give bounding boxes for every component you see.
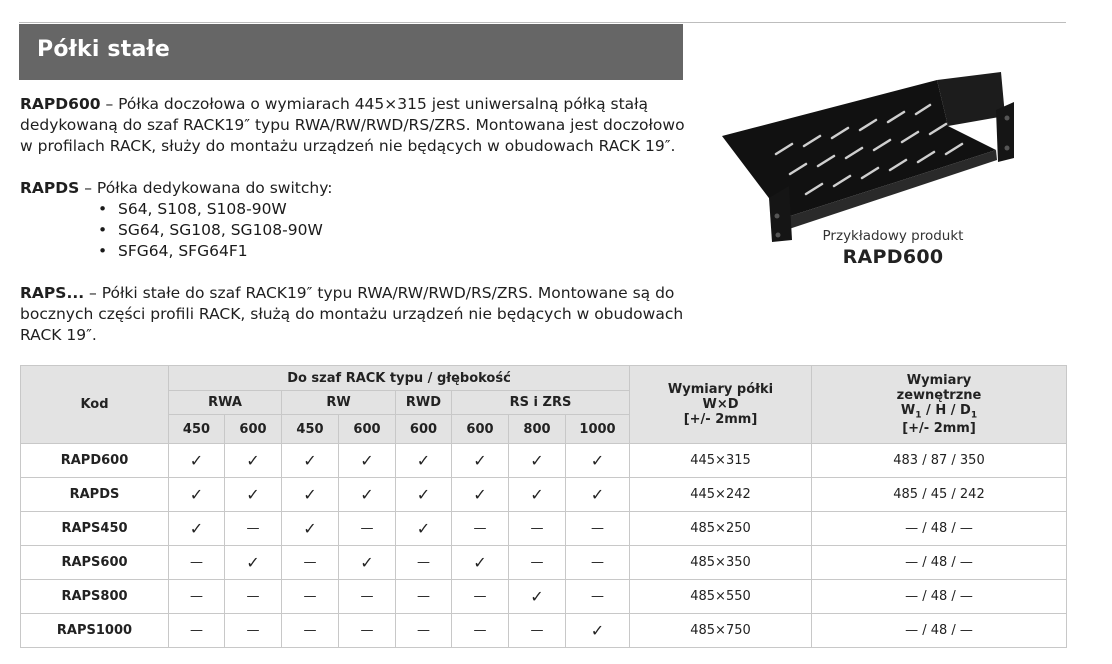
row-dims: 485×250	[630, 512, 812, 546]
check-icon: ✓	[396, 512, 452, 546]
header-group-rwa: RWA	[169, 391, 282, 415]
header-ext-line3: $W_1$ / H / $D_1$	[900, 403, 978, 421]
dash-icon: —	[225, 580, 282, 614]
dash-icon: —	[509, 546, 566, 580]
product-caption: Przykładowy produkt	[822, 228, 964, 244]
header-depth: 600	[339, 415, 396, 444]
section-title: Półki stałe	[37, 37, 170, 62]
header-depth: 600	[396, 415, 452, 444]
header-ext-line1: Wymiary	[906, 373, 972, 389]
table-row	[21, 580, 1067, 614]
check-icon: ✓	[339, 444, 396, 478]
row-code: RAPS1000	[21, 614, 169, 648]
dash-icon: —	[396, 546, 452, 580]
header-ext-line4: [+/- 2mm]	[902, 420, 976, 436]
row-code: RAPS600	[21, 546, 169, 580]
table-row	[21, 546, 1067, 580]
dash-icon: —	[396, 580, 452, 614]
check-icon: ✓	[509, 478, 566, 512]
raps-code: RAPS...	[20, 284, 85, 302]
row-code: RAPD600	[21, 444, 169, 478]
check-icon: ✓	[396, 478, 452, 512]
table-row	[21, 444, 1067, 478]
check-icon: ✓	[225, 444, 282, 478]
product-image	[714, 70, 1014, 246]
dash-icon: —	[452, 512, 509, 546]
check-icon: ✓	[282, 444, 339, 478]
shelf-right-bracket	[996, 102, 1014, 162]
rapds-text: – Półka dedykowana do switchy:	[79, 179, 333, 197]
header-ext-dims	[812, 366, 1067, 444]
header-depth: 600	[452, 415, 509, 444]
row-ext-dims: — / 48 / —	[812, 614, 1067, 648]
row-dims: 485×550	[630, 580, 812, 614]
rapds-code: RAPDS	[20, 179, 80, 197]
check-icon: ✓	[566, 478, 630, 512]
header-group-title: Do szaf RACK typu / głębokość	[169, 366, 630, 391]
raps-description	[20, 283, 690, 346]
dash-icon: —	[282, 614, 339, 648]
bullet-icon: •	[98, 242, 108, 260]
dash-icon: —	[339, 580, 396, 614]
row-code: RAPDS	[21, 478, 169, 512]
header-dims-line3: [+/- 2mm]	[683, 412, 758, 427]
check-icon: ✓	[282, 512, 339, 546]
row-code: RAPS450	[21, 512, 169, 546]
dash-icon: —	[566, 580, 630, 614]
dash-icon: —	[169, 546, 225, 580]
dash-icon: —	[225, 614, 282, 648]
dash-icon: —	[282, 546, 339, 580]
header-depth: 450	[169, 415, 225, 444]
row-ext-dims: 485 / 45 / 242	[812, 478, 1067, 512]
rapd600-text: – Półka doczołowa o wymiarach 445×315 jest uniwersalną półką stałą dedykowaną do szaf RACK19″ typu RWA/RW/RWD/RS/ZRS. Montowana jest doczołowo w profilach RACK, służy do montażu urządzeń nie będących w obudowach RACK 19″.	[20, 95, 685, 155]
row-ext-dims: — / 48 / —	[812, 580, 1067, 614]
row-ext-dims: — / 48 / —	[812, 546, 1067, 580]
check-icon: ✓	[169, 444, 225, 478]
header-depth: 600	[225, 415, 282, 444]
list-item	[98, 220, 323, 241]
table-row	[21, 614, 1067, 648]
shelf-back-flange	[937, 72, 1005, 126]
check-icon: ✓	[169, 478, 225, 512]
specification-table	[20, 365, 1067, 648]
bullet-icon: •	[98, 200, 108, 218]
dash-icon: —	[509, 614, 566, 648]
check-icon: ✓	[396, 444, 452, 478]
switch-models: SG64, SG108, SG108-90W	[118, 221, 323, 239]
rapds-description	[20, 178, 520, 199]
header-group-rwd: RWD	[396, 391, 452, 415]
dash-icon: —	[566, 546, 630, 580]
header-dims	[630, 366, 812, 444]
header-depth: 450	[282, 415, 339, 444]
switch-models: S64, S108, S108-90W	[118, 200, 287, 218]
switch-models: SFG64, SFG64F1	[118, 242, 248, 260]
check-icon: ✓	[225, 546, 282, 580]
dash-icon: —	[169, 614, 225, 648]
dash-icon: —	[339, 512, 396, 546]
bullet-icon: •	[98, 221, 108, 239]
dash-icon: —	[339, 614, 396, 648]
raps-text: – Półki stałe do szaf RACK19″ typu RWA/RW/RWD/RS/ZRS. Montowane są do bocznych części profili RACK, służą do montażu urządzeń nie będących w obudowach RACK 19″.	[20, 284, 684, 344]
check-icon: ✓	[282, 478, 339, 512]
header-group-rw: RW	[282, 391, 396, 415]
row-ext-dims: — / 48 / —	[812, 512, 1067, 546]
dash-icon: —	[566, 512, 630, 546]
check-icon: ✓	[452, 546, 509, 580]
header-dims-line2: W×D	[702, 397, 739, 412]
product-code: RAPD600	[842, 246, 944, 268]
check-icon: ✓	[339, 478, 396, 512]
rapd600-code: RAPD600	[20, 95, 101, 113]
rapd600-description	[20, 94, 690, 157]
dash-icon: —	[282, 580, 339, 614]
top-rule	[19, 22, 1066, 23]
check-icon: ✓	[452, 444, 509, 478]
table-body	[21, 444, 1067, 648]
check-icon: ✓	[509, 444, 566, 478]
switch-list	[98, 199, 323, 262]
dash-icon: —	[452, 580, 509, 614]
check-icon: ✓	[566, 444, 630, 478]
header-group-rs-zrs: RS i ZRS	[452, 391, 630, 415]
row-dims: 445×315	[630, 444, 812, 478]
header-ext-line2: zewnętrzne	[896, 388, 982, 404]
list-item	[98, 241, 323, 262]
row-code: RAPS800	[21, 580, 169, 614]
section-header	[19, 24, 683, 80]
list-item	[98, 199, 323, 220]
check-icon: ✓	[225, 478, 282, 512]
dash-icon: —	[169, 580, 225, 614]
row-dims: 445×242	[630, 478, 812, 512]
header-dims-line1: Wymiary półki	[667, 382, 774, 397]
dash-icon: —	[452, 614, 509, 648]
table-row	[21, 512, 1067, 546]
dash-icon: —	[225, 512, 282, 546]
header-depth: 1000	[566, 415, 630, 444]
check-icon: ✓	[566, 614, 630, 648]
row-dims: 485×350	[630, 546, 812, 580]
check-icon: ✓	[169, 512, 225, 546]
header-depth: 800	[509, 415, 566, 444]
header-kod: Kod	[21, 366, 169, 444]
check-icon: ✓	[509, 580, 566, 614]
check-icon: ✓	[339, 546, 396, 580]
check-icon: ✓	[452, 478, 509, 512]
dash-icon: —	[509, 512, 566, 546]
table-row	[21, 478, 1067, 512]
dash-icon: —	[396, 614, 452, 648]
row-dims: 485×750	[630, 614, 812, 648]
row-ext-dims: 483 / 87 / 350	[812, 444, 1067, 478]
